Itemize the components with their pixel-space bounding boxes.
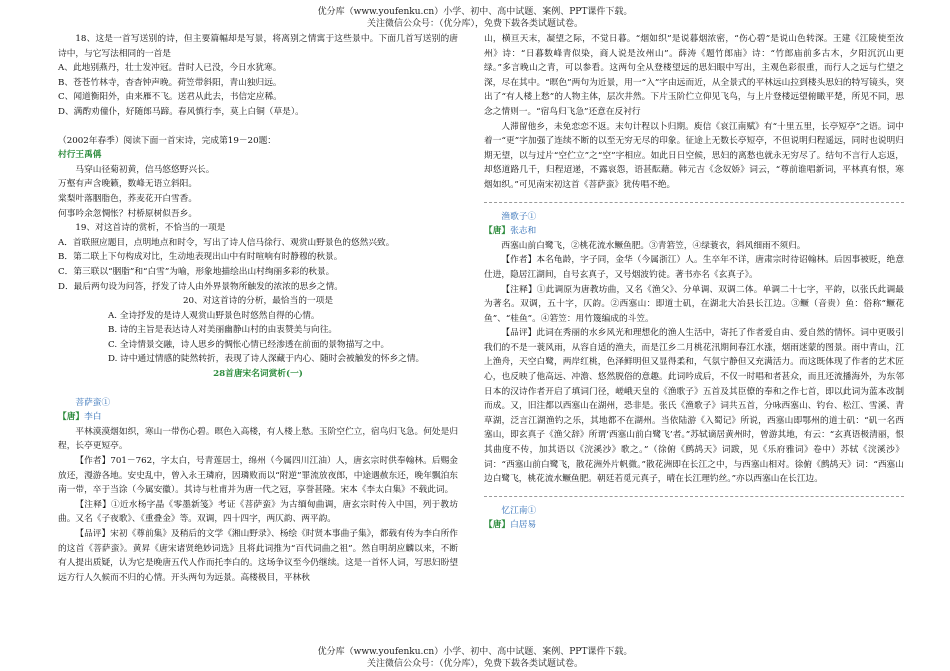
top-banner-line-1: 优分库（www.youfenku.cn）小学、初中、高中试题、案例、PPT课件下载。	[317, 7, 633, 17]
q19-option-d: D．最后两句设为问答，抒发了诗人由外界景物所触发的浓浓的思乡之情。	[58, 281, 343, 292]
q18-option-d: D、满酌劝僮仆，好随郎马蹄。春风慎行李，莫上白铜（草是）。	[58, 106, 304, 117]
ci3-author: 白居易	[510, 520, 537, 531]
ci1-author: 李白	[84, 412, 102, 423]
top-banner-line-2: 关注微信公众号：（优分库），免费下载各类试题试卷。	[366, 19, 583, 29]
ci3-title: 忆江南①	[501, 505, 537, 516]
left-column	[58, 32, 458, 585]
q18-option-a: A、此地别燕丹，壮士发冲冠。昔时人已没，今日水犹寒。	[58, 63, 282, 74]
q20-option-c: C. 全诗情景交融，诗人思乡的惆怅心情已经渗透在前面的景物描写之中。	[108, 339, 390, 350]
top-banner	[0, 6, 950, 30]
section-title: 28首唐宋名词赏析(一)	[213, 369, 303, 380]
ci1-dynasty-author	[58, 410, 458, 425]
ci1-text: 平林漠漠烟如织，寒山一带伤心碧。暝色入高楼，有人楼上愁。玉阶空伫立，宿鸟归飞急。何处是归程，长亭更短亭。	[58, 426, 458, 452]
exam-intro: （2002年春季）阅读下面一首宋诗，完成第19－20题：	[58, 135, 276, 146]
ci2-dynasty-author	[484, 224, 904, 239]
ci2-author: 张志和	[510, 226, 537, 237]
poem-line-1: 马穿山径菊初黄，信马悠悠野兴长。	[75, 164, 215, 175]
bottom-banner	[0, 646, 950, 670]
ci2-text: 西塞山前白鹭飞，②桃花流水鳜鱼肥。③青箬笠，④绿蓑衣，斜风细雨不须归。	[501, 240, 806, 251]
ci3-dynasty: 【唐】	[484, 520, 511, 531]
ci1-annotation: 【注释】①近水杨字晶《零墨新笺》考证《菩萨蛮》为古缅甸曲调，唐玄宗时传入中国，列于教坊曲。又名《子夜歌》、《重叠金》等。双调，四十四字，两仄韵、两平韵。	[58, 499, 458, 525]
question-18: 18、这是一首写送别的诗，但主要篇幅却是写景，将离别之情寓于这些景中。下面几首写送别的唐诗中，与它写法相同的一首是	[58, 34, 458, 59]
right-column	[484, 32, 904, 533]
ci1-title: 菩萨蛮①	[75, 397, 111, 408]
ci2-title: 渔歌子①	[501, 211, 537, 222]
poem-line-2: 万壑有声含晚籁，数峰无语立斜阳。	[58, 179, 197, 190]
q18-option-c: C、闻道衡阳外，由来雁不飞。送君从此去，书信定应稀。	[58, 92, 282, 103]
ci1-author-note: 【作者】701－762，字太白，号青莲居士，绵州（今属四川江油）人，唐玄宗时供奉翰林。后赐金放还，漫游各地。安史乱中，曾入永王璘府，因璘败而以“附逆”罪流放夜郎，中途遇赦东还，晚年飘泊东南一带，卒于当涂（今属安徽）。其诗与杜甫并为唐一代之冠，享誉甚隆。宋本《李太白集》不载此词。	[58, 456, 458, 496]
ci1-commentary-cont: 山，横亘天末，凝望之际，不觉日暮。“烟如织”是说暮烟浓密，“伤心碧”是说山色转深。王建《江陵使至汝州》诗：“日暮数峰青似染，商人说是汝州山”。薛涛《题竹郎庙》诗：“竹郎庙前多古木，夕阳沉沉山更绿。”多言晚山之青，可以参看。这两句全从登楼望远的思妇眼中写出，主观色彩很重，而行人之远与伫望之深，尽在其中。“暝色”两句为近景，用一“入”字由远而近，从全景式的平林远山拉到楼头思妇的特写镜头，突出了“有人楼上愁”的人物主体，层次井然。下片玉阶伫立仰见飞鸟，与上片登楼远望俯瞰平楚，所见不同，思念之情则一。“宿鸟归飞急”还意在反衬行	[484, 34, 904, 117]
poem-title: 村行王禹偁	[58, 150, 102, 161]
ci1-dynasty: 【唐】	[58, 412, 85, 423]
q20-option-b: B. 诗的主旨是表达诗人对美丽幽静山村的由衷赞美与向往。	[108, 325, 338, 336]
ci3-dynasty-author	[484, 518, 904, 533]
ci2-dynasty: 【唐】	[484, 226, 511, 237]
poem-line-4: 何事吟余忽惆怅？村桥原树似吾乡。	[58, 208, 197, 219]
q20-option-d: D. 诗中通过情感的陡然转折，表现了诗人深藏于内心、随时会被触发的怀乡之情。	[108, 354, 425, 365]
ci2-commentary: 【品评】此词在秀丽的水乡风光和理想化的渔人生活中，寄托了作者爱自由、爱自然的情怀。词中更吸引我们的不是一蓑风雨，从容自适的渔夫，而是江乡二月桃花汛期间春江水涨，烟雨迷蒙的图景。雨中青山，江上渔舟，天空白鹭，两岸红桃，色泽鲜明但又显得柔和，气氛宁静但又充满活力。而这既体现了作者的艺术匠心，也反映了他高远、冲澹、悠然脱俗的意趣。此词吟成后，不仅一时唱和者甚众，而且还流播海外，为东邻日本的汉诗作者开启了填词门径，嵯峨天皇的《渔歌子》五首及其臣僚的奉和之作七首，即以此词为蓝本改制而成。又，旧注都以西塞山在湖州，恐非是。张氏《渔歌子》词共五首，分咏西塞山、钓台、松江、雪溪、青草湖，泛言江湖渔钓之乐，其地都不在湖州。当依陆游《入蜀记》所说，西塞山即鄂州的道士矶：“矶一名西塞山，即玄真子《渔父辞》所谓‘西塞山前白鹭飞’者。”苏轼谪居黄州时，曾游其地，有云：“玄真语极清丽，恨其曲度不传，加其语以《浣溪沙》歌之。”（徐俯《鹧鸪天》词跋，见《乐府雅词》卷中）苏轼《浣溪沙》词：“西塞山前白鹭飞，散花洲外片帆微。”散花洲即在长江之中，与西塞山相对。徐俯《鹧鸪天》词：“西塞山边白鹭飞，桃花流水鳜鱼肥。朝廷若觅元真子，晴在长江理钓丝。”亦以西塞山在长江边。	[484, 328, 904, 485]
ci1-commentary: 【品评】宋初《尊前集》及稍后的文学《湘山野录》、杨绘《时贤本事曲子集》，都载有传为李白所作的这首《菩萨蛮》。黄昇《唐宋诸贤绝妙词选》且将此词推为“百代词曲之祖”。然自明胡应麟以来，不断有人提出质疑，认为它是晚唐五代人作而托李白的。这场争议至今仍继续。这是一首怀人词，写思妇盼望远方行人久候而不归的心情。开头两句为远景。高楼极目，平林秋	[58, 529, 458, 583]
q19-option-a: A．首联照应题目，点明地点和时令，写出了诗人信马徐行、观赏山野景色的悠然兴致。	[58, 237, 395, 248]
q18-option-b: B、苍苍竹林寺，杳杳钟声晚。荷笠带斜阳，青山独归远。	[58, 77, 282, 88]
ci1-commentary-cont-2: 人滞留他乡，未免恋恋不返。末句计程以卜归期。庾信《哀江南赋》有“十里五里，长亭短亭”之语。词中着一“更”字加强了连续不断的以至无穷无尽的印象。征途上无数长亭短亭，不但说明归程遥远，同时也说明归期无望，以与过片“空伫立”之“空”字相应。如此日日空候，思妇的离愁也就永无穷尽了。结句不言行人忘返，却悠道路几千，归程迢递，不露哀怨，语甚酝藉。韩元吉《念奴娇》词云，“尊前谁唱新词，平林真有恨，寒烟如织。”可见南宋初这首《菩萨蛮》犹传唱不绝。	[484, 121, 904, 190]
ci2-annotation: 【注释】①此调原为唐教坊曲，又名《渔父》、分单调、双调二体。单调二十七字，平韵，以张氏此调最为著名。双调，五十字，仄韵。②西塞山：即道士矶，在湖北大冶县长江边。③鳜（音贵）鱼：俗称“鳜花鱼”、“桂鱼”。④箬笠：用竹篾编成的斗笠。	[484, 284, 904, 324]
question-20: 20、对这首诗的分析，最恰当的一项是	[182, 296, 334, 307]
divider-2	[484, 496, 904, 497]
divider-1	[484, 202, 904, 203]
question-19: 19、对这首诗的赏析，不恰当的一项是	[75, 223, 226, 234]
poem-line-3: 棠梨叶落胭脂色，荞麦花开白雪香。	[58, 193, 197, 204]
q20-option-a: A. 全诗抒发的是诗人观赏山野景色时悠然自得的心情。	[108, 310, 320, 321]
q19-option-c: C．第三联以“胭脂”和“白雪”为喻，形象地描绘出山村绚丽多彩的秋景。	[58, 266, 335, 277]
bottom-banner-line-2: 关注微信公众号：（优分库），免费下载各类试题试卷。	[366, 659, 583, 669]
ci2-author-note: 【作者】本名龟龄，字子同，金华（今属浙江）人。生卒年不详，唐肃宗时待诏翰林。后因事被贬，绝意仕进，隐居江湖间，自号玄真子，又号烟波钓徒。著书亦名《玄真子》。	[484, 255, 904, 280]
bottom-banner-line-1: 优分库（www.youfenku.cn）小学、初中、高中试题、案例、PPT课件下载。	[317, 647, 633, 657]
q19-option-b: B．第二联上下句构成对比，生动地表现出山中有时喧响有时静穆的秋景。	[58, 252, 343, 263]
